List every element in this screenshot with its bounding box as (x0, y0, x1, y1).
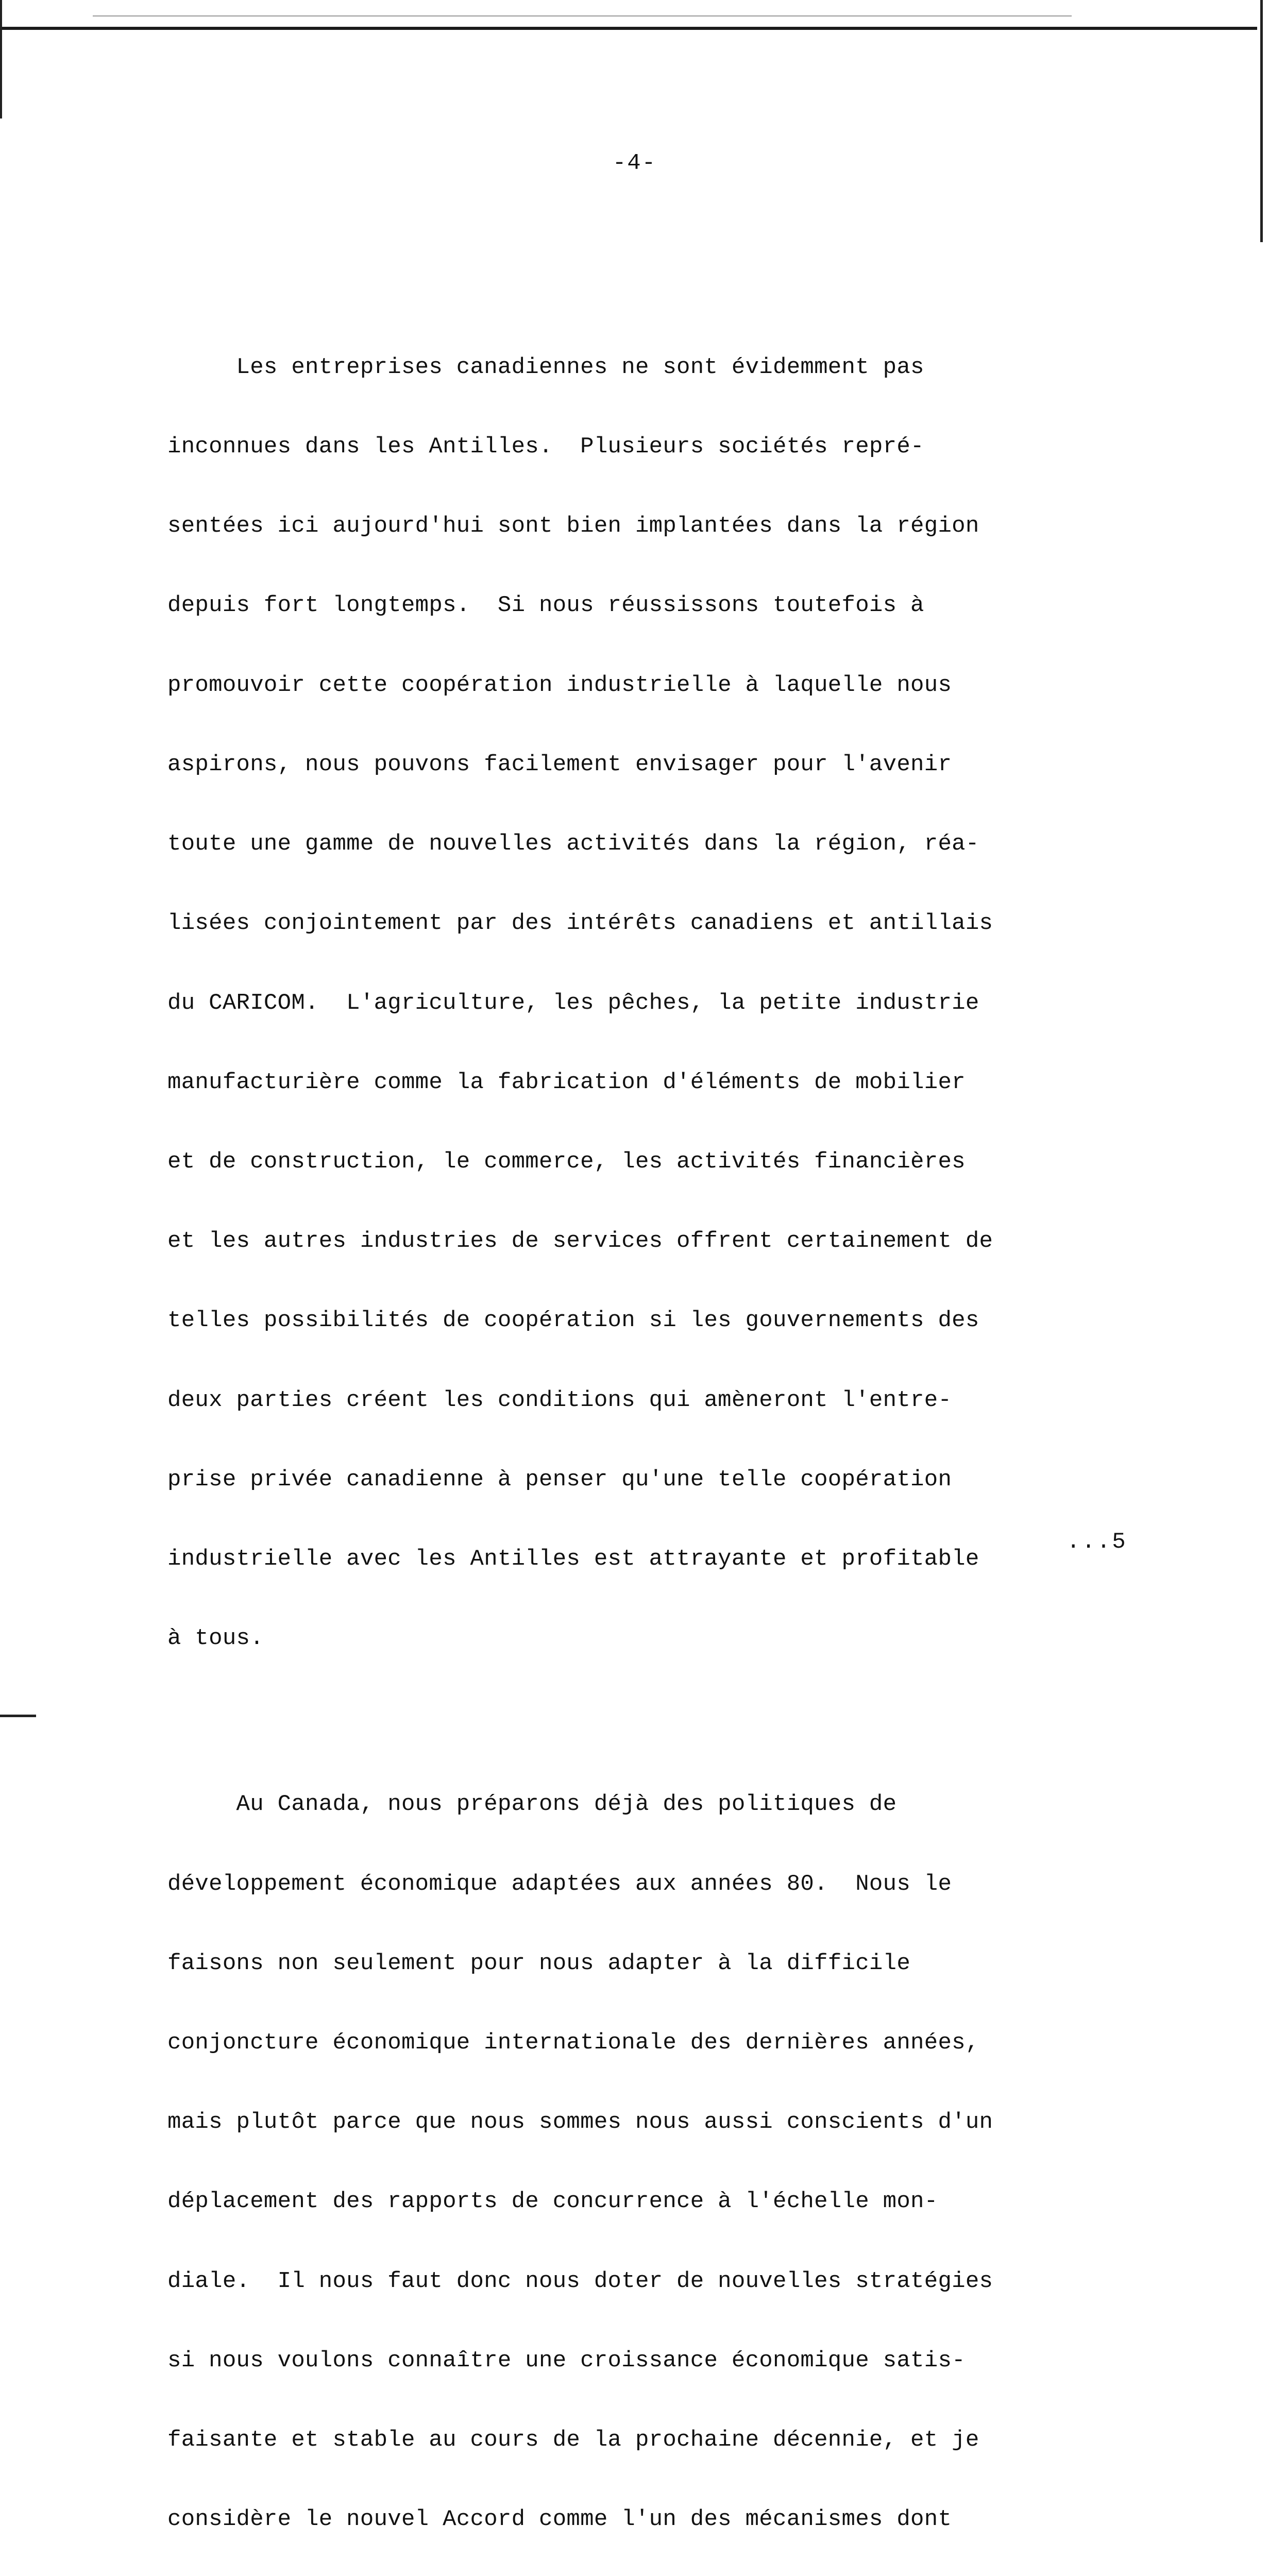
text-line: diale. Il nous faut donc nous doter de nouvelles stratégies (167, 2268, 993, 2294)
text-line: faisons non seulement pour nous adapter à la difficile (167, 1950, 911, 1976)
text-line: lisées conjointement par des intérêts canadiens et antillais (167, 910, 993, 937)
text-line: aspirons, nous pouvons facilement envisager pour l'avenir (167, 751, 952, 777)
text-line: telles possibilités de coopération si les gouvernements des (167, 1308, 979, 1334)
text-line: inconnues dans les Antilles. Plusieurs sociétés repré- (167, 434, 924, 460)
continuation-marker: ...5 (1067, 1529, 1127, 1555)
text-line: considère le nouvel Accord comme l'un des mécanismes dont (167, 2506, 952, 2533)
paragraph-2 (167, 1739, 1126, 2576)
text-line: depuis fort longtemps. Si nous réussissons toutefois à (167, 592, 924, 619)
text-line: et les autres industries de services offrent certainement de (167, 1228, 993, 1255)
text-line: faisante et stable au cours de la prochaine décennie, et je (167, 2427, 979, 2453)
text-line: industrielle avec les Antilles est attrayante et profitable (167, 1546, 979, 1572)
scan-artifact-right-edge (1260, 0, 1263, 242)
text-line: sentées ici aujourd'hui sont bien implantées dans la région (167, 513, 979, 539)
text-line: Au Canada, nous préparons déjà des politiques de (167, 1791, 897, 1818)
text-line: développement économique adaptées aux années 80. Nous le (167, 1871, 952, 1897)
text-line: déplacement des rapports de concurrence à l'échelle mon- (167, 2189, 938, 2215)
scan-artifact-top-faint (93, 15, 1072, 16)
text-line: Les entreprises canadiennes ne sont évidemment pas (167, 354, 924, 380)
scan-artifact-left-edge (0, 0, 2, 118)
text-line: si nous voulons connaître une croissance économique satis- (167, 2347, 966, 2374)
text-line: mais plutôt parce que nous sommes nous aussi conscients d'un (167, 2109, 993, 2136)
text-line: toute une gamme de nouvelles activités dans la région, réa- (167, 831, 979, 857)
text-line: manufacturière comme la fabrication d'éléments de mobilier (167, 1069, 966, 1095)
text-line: deux parties créent les conditions qui amèneront l'entre- (167, 1387, 952, 1413)
text-line: prise privée canadienne à penser qu'une telle coopération (167, 1466, 952, 1493)
page-number: -4- (612, 150, 657, 176)
text-line: à tous. (167, 1625, 264, 1652)
text-line: conjoncture économique internationale des dernières années, (167, 2030, 979, 2056)
scan-artifact-top-rule (0, 27, 1257, 30)
paragraph-1 (167, 301, 1126, 1705)
text-line: promouvoir cette coopération industrielle à laquelle nous (167, 672, 952, 698)
text-line: du CARICOM. L'agriculture, les pêches, la petite industrie (167, 990, 979, 1016)
scan-artifact-bottom-mark (0, 1715, 36, 1717)
text-line: et de construction, le commerce, les activités financières (167, 1149, 966, 1175)
document-body (167, 301, 1126, 2576)
